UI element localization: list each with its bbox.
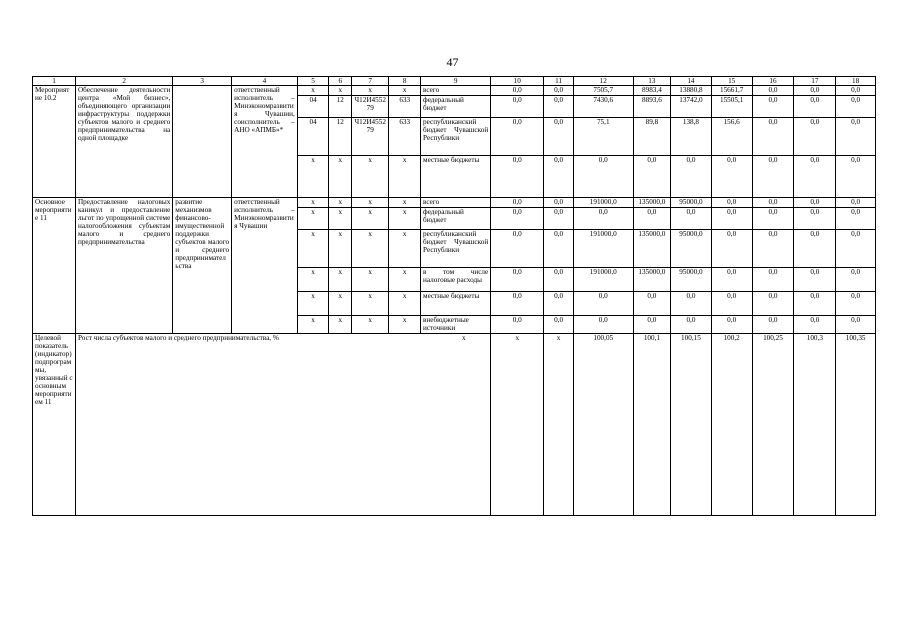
column-number: 11 <box>544 77 573 86</box>
funding-source: федеральный бюджет <box>421 96 491 118</box>
value-cell: 0,0 <box>836 268 876 292</box>
column-number: 13 <box>633 77 670 86</box>
value-cell: 0,0 <box>711 198 752 208</box>
code-cell: x <box>389 292 421 316</box>
value-cell: 0,0 <box>544 86 573 96</box>
code-cell: x <box>297 156 329 198</box>
value-cell: 0,0 <box>794 230 836 268</box>
code-cell: x <box>389 316 421 334</box>
code-cell: x <box>329 156 352 198</box>
value-cell: 0,0 <box>491 316 544 334</box>
table-row <box>33 198 876 208</box>
indicator-row <box>33 334 876 516</box>
funding-source: республиканский бюджет Чувашской Республики <box>421 118 491 156</box>
indicator-value: 100,1 <box>633 334 670 516</box>
code-cell: x <box>389 268 421 292</box>
value-cell: 0,0 <box>491 96 544 118</box>
value-cell: 15661,7 <box>711 86 752 96</box>
code-cell: x <box>352 230 389 268</box>
value-cell: 191000,0 <box>573 230 633 268</box>
indicator-value: 100,25 <box>752 334 794 516</box>
indicator-text: Рост числа субъектов малого и среднего предпринимательства, % x <box>75 334 490 516</box>
cell-col4: ответственный исполнитель – Минэкономразвития Чувашии, соисполнитель – АНО «АПМБ»* <box>232 86 298 198</box>
value-cell: 0,0 <box>544 96 573 118</box>
code-cell: x <box>297 316 329 334</box>
code-cell: x <box>352 268 389 292</box>
column-number: 5 <box>297 77 329 86</box>
value-cell: 0,0 <box>752 230 794 268</box>
value-cell: 0,0 <box>544 198 573 208</box>
code-cell: x <box>329 230 352 268</box>
value-cell: 0,0 <box>671 156 712 198</box>
value-cell: 138,8 <box>671 118 712 156</box>
code-cell: x <box>329 198 352 208</box>
value-cell: 0,0 <box>836 230 876 268</box>
value-cell: 0,0 <box>711 230 752 268</box>
indicator-value: 100,3 <box>794 334 836 516</box>
column-number: 2 <box>75 77 172 86</box>
value-cell: 0,0 <box>573 316 633 334</box>
code-cell: 12 <box>329 118 352 156</box>
code-cell: x <box>389 86 421 96</box>
column-number: 8 <box>389 77 421 86</box>
value-cell: 0,0 <box>491 118 544 156</box>
value-cell: 0,0 <box>671 316 712 334</box>
code-cell: Ч12И4552 79 <box>352 118 389 156</box>
funding-source: федеральный бюджет <box>421 208 491 230</box>
value-cell: 0,0 <box>836 118 876 156</box>
value-cell: 0,0 <box>544 292 573 316</box>
value-cell: 95000,0 <box>671 230 712 268</box>
code-cell: x <box>329 292 352 316</box>
value-cell: 0,0 <box>794 292 836 316</box>
value-cell: 0,0 <box>671 208 712 230</box>
column-number: 18 <box>836 77 876 86</box>
code-cell: 04 <box>297 118 329 156</box>
value-cell: 0,0 <box>544 156 573 198</box>
indicator-value: 100,2 <box>711 334 752 516</box>
value-cell: 0,0 <box>573 208 633 230</box>
column-number: 7 <box>352 77 389 86</box>
page-number: 47 <box>446 55 459 69</box>
value-cell: 13880,8 <box>671 86 712 96</box>
indicator-value: 100,05 <box>573 334 633 516</box>
value-cell: 0,0 <box>794 268 836 292</box>
cell-col2: Обеспечение деятельности центра «Мой бизнес», объединяющего организации инфраструктуры поддержки субъектов малого и среднего предпринимательства на одной площадке <box>75 86 172 198</box>
value-cell: 0,0 <box>836 198 876 208</box>
code-cell: 04 <box>297 96 329 118</box>
indicator-label: Целевой показатель (индикатор) подпрограммы, увязанный с основным мероприятием 11 <box>33 334 76 516</box>
value-cell: 0,0 <box>752 96 794 118</box>
value-cell: 0,0 <box>794 198 836 208</box>
value-cell: 0,0 <box>836 96 876 118</box>
value-cell: 0,0 <box>491 292 544 316</box>
code-cell: x <box>297 198 329 208</box>
value-cell: 95000,0 <box>671 268 712 292</box>
code-cell: x <box>389 156 421 198</box>
column-number: 17 <box>794 77 836 86</box>
column-number: 6 <box>329 77 352 86</box>
value-cell: 0,0 <box>836 208 876 230</box>
funding-source: всего <box>421 86 491 96</box>
funding-source: местные бюджеты <box>421 156 491 198</box>
cell-col1: Мероприятие 10.2 <box>33 86 76 198</box>
code-cell: Ч12И4552 79 <box>352 96 389 118</box>
cell-col3: развитие механизмов финансово-имущественной поддержки субъектов малого и среднего предпринимательства <box>173 198 232 334</box>
indicator-x: x <box>544 334 573 516</box>
value-cell: 95000,0 <box>671 198 712 208</box>
value-cell: 0,0 <box>711 156 752 198</box>
table-row <box>33 86 876 96</box>
value-cell: 0,0 <box>794 96 836 118</box>
value-cell: 0,0 <box>752 198 794 208</box>
code-cell: x <box>352 156 389 198</box>
value-cell: 0,0 <box>836 86 876 96</box>
value-cell: 0,0 <box>752 86 794 96</box>
code-cell: x <box>297 230 329 268</box>
value-cell: 0,0 <box>633 208 670 230</box>
column-number-row <box>33 77 876 86</box>
value-cell: 0,0 <box>836 316 876 334</box>
column-number: 1 <box>33 77 76 86</box>
value-cell: 0,0 <box>794 156 836 198</box>
indicator-value: 100,35 <box>836 334 876 516</box>
value-cell: 0,0 <box>544 230 573 268</box>
value-cell: 0,0 <box>752 292 794 316</box>
value-cell: 0,0 <box>544 268 573 292</box>
code-cell: 633 <box>389 96 421 118</box>
value-cell: 13742,0 <box>671 96 712 118</box>
indicator-value: 100,15 <box>671 334 712 516</box>
value-cell: 135000,0 <box>633 198 670 208</box>
code-cell: x <box>297 208 329 230</box>
value-cell: 0,0 <box>633 156 670 198</box>
cell-col2: Предоставление налоговых каникул и предоставление льгот по упрощенной системе налогообложения субъектам малого и среднего предпринимательства <box>75 198 172 334</box>
funding-source: в том числе налоговые расходы <box>421 268 491 292</box>
code-cell: x <box>352 292 389 316</box>
value-cell: 0,0 <box>752 118 794 156</box>
value-cell: 0,0 <box>836 156 876 198</box>
value-cell: 0,0 <box>711 316 752 334</box>
code-cell: x <box>389 208 421 230</box>
value-cell: 0,0 <box>491 208 544 230</box>
value-cell: 0,0 <box>544 118 573 156</box>
value-cell: 135000,0 <box>633 268 670 292</box>
code-cell: 12 <box>329 96 352 118</box>
cell-col4: ответственный исполнитель – Минэкономразвития Чувашии <box>232 198 298 334</box>
value-cell: 0,0 <box>491 156 544 198</box>
value-cell: 8893,6 <box>633 96 670 118</box>
value-cell: 0,0 <box>573 292 633 316</box>
code-cell: x <box>297 292 329 316</box>
indicator-x: x <box>461 334 466 342</box>
code-cell: x <box>329 268 352 292</box>
code-cell: x <box>297 86 329 96</box>
code-cell: x <box>389 198 421 208</box>
value-cell: 0,0 <box>573 156 633 198</box>
value-cell: 0,0 <box>491 268 544 292</box>
code-cell: x <box>297 268 329 292</box>
code-cell: x <box>329 86 352 96</box>
value-cell: 0,0 <box>794 316 836 334</box>
value-cell: 0,0 <box>836 292 876 316</box>
column-number: 3 <box>173 77 232 86</box>
value-cell: 75,1 <box>573 118 633 156</box>
code-cell: x <box>352 316 389 334</box>
code-cell: x <box>329 316 352 334</box>
indicator-x: x <box>491 334 544 516</box>
value-cell: 0,0 <box>711 268 752 292</box>
value-cell: 0,0 <box>633 292 670 316</box>
code-cell: x <box>352 208 389 230</box>
value-cell: 0,0 <box>671 292 712 316</box>
column-number: 14 <box>671 77 712 86</box>
value-cell: 0,0 <box>752 268 794 292</box>
cell-col3 <box>173 86 232 198</box>
value-cell: 0,0 <box>544 208 573 230</box>
value-cell: 0,0 <box>491 86 544 96</box>
funding-source: местные бюджеты <box>421 292 491 316</box>
code-cell: x <box>389 230 421 268</box>
value-cell: 15505,1 <box>711 96 752 118</box>
column-number: 16 <box>752 77 794 86</box>
value-cell: 0,0 <box>752 156 794 198</box>
funding-source: республиканский бюджет Чувашской Республики <box>421 230 491 268</box>
cell-col1: Основное мероприятие 11 <box>33 198 76 334</box>
value-cell: 135000,0 <box>633 230 670 268</box>
column-number: 15 <box>711 77 752 86</box>
funding-source: внебюджетные источники <box>421 316 491 334</box>
code-cell: 633 <box>389 118 421 156</box>
column-number: 12 <box>573 77 633 86</box>
value-cell: 191000,0 <box>573 198 633 208</box>
column-number: 9 <box>421 77 491 86</box>
funding-source: всего <box>421 198 491 208</box>
value-cell: 156,6 <box>711 118 752 156</box>
code-cell: x <box>329 208 352 230</box>
value-cell: 0,0 <box>711 208 752 230</box>
value-cell: 0,0 <box>633 316 670 334</box>
value-cell: 7430,6 <box>573 96 633 118</box>
value-cell: 0,0 <box>491 230 544 268</box>
value-cell: 0,0 <box>544 316 573 334</box>
column-number: 4 <box>232 77 298 86</box>
budget-table <box>32 76 876 516</box>
column-number: 10 <box>491 77 544 86</box>
value-cell: 191000,0 <box>573 268 633 292</box>
value-cell: 0,0 <box>752 316 794 334</box>
value-cell: 8983,4 <box>633 86 670 96</box>
value-cell: 7505,7 <box>573 86 633 96</box>
value-cell: 0,0 <box>491 198 544 208</box>
value-cell: 0,0 <box>794 118 836 156</box>
value-cell: 0,0 <box>794 86 836 96</box>
value-cell: 0,0 <box>711 292 752 316</box>
code-cell: x <box>352 198 389 208</box>
value-cell: 0,0 <box>752 208 794 230</box>
value-cell: 0,0 <box>794 208 836 230</box>
code-cell: x <box>352 86 389 96</box>
value-cell: 89,8 <box>633 118 670 156</box>
